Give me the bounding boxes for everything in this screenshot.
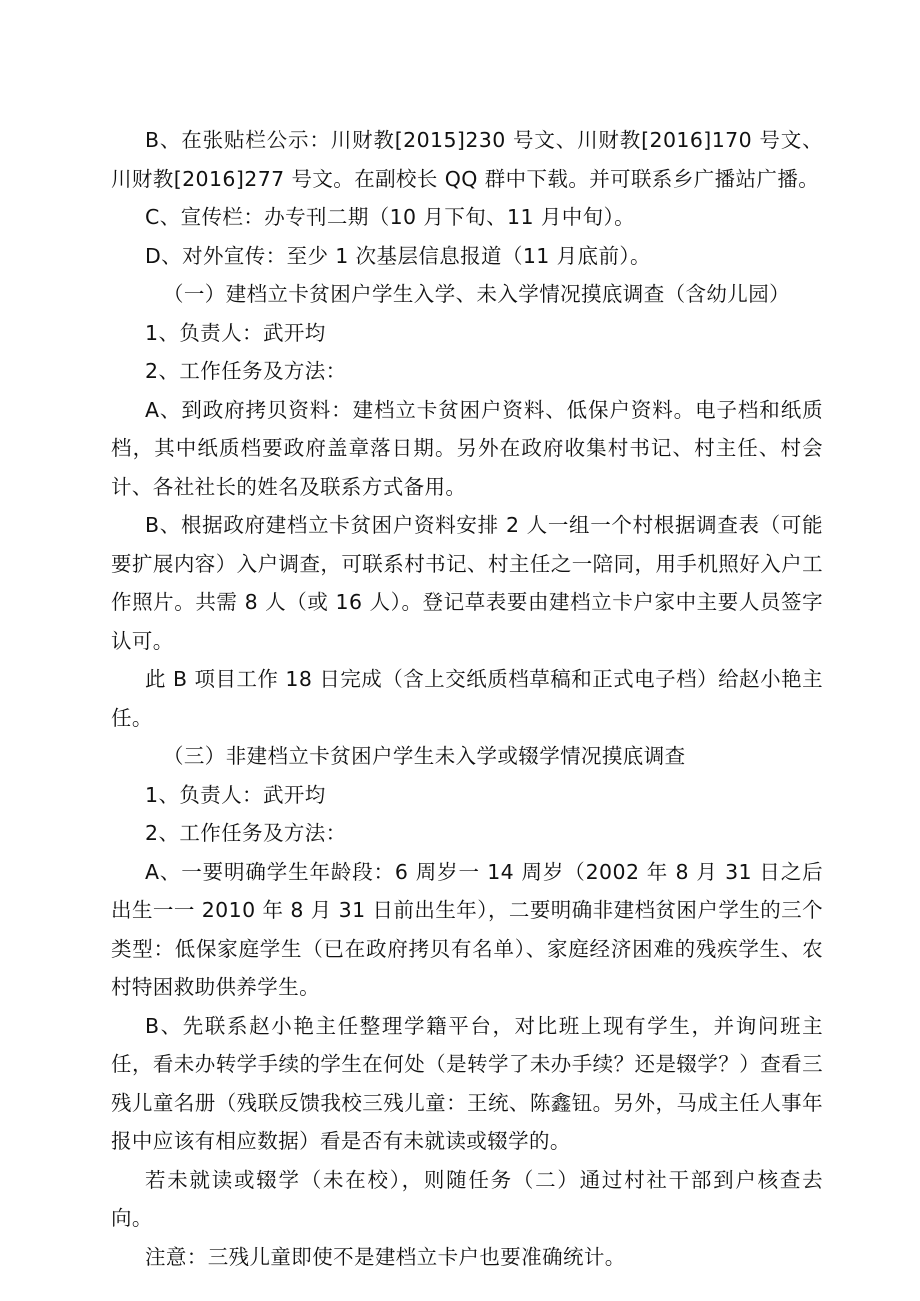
paragraph-a-copy-materials: A、到政府拷贝资料：建档立卡贫困户资料、低保户资料。电子档和纸质档，其中纸质档要政府盖章落日期。另外在政府收集村书记、村主任、村会计、各社社长的姓名及联系方式备用。 [111, 397, 823, 499]
document-body [111, 121, 823, 1276]
paragraph-tasks-methods-3: 2、工作任务及方法： [145, 821, 347, 845]
paragraph-c-publicity-column: C、宣传栏：办专刊二期（10 月下旬、11 月中旬）。 [145, 205, 636, 229]
paragraph-follow-up: 若未就读或辍学（未在校），则随任务（二）通过村社干部到户核查去向。 [111, 1167, 823, 1230]
paragraph-b-notice-board: B、在张贴栏公示：川财教[2015]230 号文、川财教[2016]170 号文、川财教[2016]277 号文。在副校长 QQ 群中下载。并可联系乡广播站广播。 [111, 128, 823, 191]
paragraph-responsible-person-1: 1、负责人：武开均 [145, 320, 326, 345]
paragraph-a-age-range: A、一要明确学生年龄段：6 周岁一 14 周岁（2002 年 8 月 31 日之后出生一一 2010 年 8 月 31 日前出生年），二要明确非建档贫困户学生的三个类型：低保家庭学生（已在政府拷贝有名单）、家庭经济困难的残疾学生、农村特困救助供养学生。 [111, 859, 823, 999]
paragraph-d-external-publicity: D、对外宣传：至少 1 次基层信息报道（11 月底前）。 [145, 243, 651, 268]
paragraph-attention: 注意：三残儿童即使不是建档立卡户也要准确统计。 [145, 1244, 626, 1269]
paragraph-b-student-records: B、先联系赵小艳主任整理学籍平台，对比班上现有学生，并询问班主任，看未办转学手续的学生在何处（是转学了未办手续？还是辍学？）查看三残儿童名册（残联反馈我校三残儿童：王统、陈鑫钮。另外，马成主任人事年报中应该有相应数据）看是否有未就读或辍学的。 [111, 1013, 823, 1153]
paragraph-b-completion: 此 B 项目工作 18 日完成（含上交纸质档草稿和正式电子档）给赵小艳主任。 [111, 667, 823, 730]
paragraph-b-household-survey: B、根据政府建档立卡贫困户资料安排 2 人一组一个村根据调查表（可能要扩展内容）入户调查，可联系村书记、村主任之一陪同，用手机照好入户工作照片。共需 8 人（或 16 人）。登记草表要由建档立卡户家中主要人员签字认可。 [111, 513, 823, 653]
section-heading-3: （三）非建档立卡贫困户学生未入学或辍学情况摸底调查 [163, 744, 686, 768]
section-heading-1: （一）建档立卡贫困户学生入学、未入学情况摸底调查（含幼儿园） [163, 282, 790, 306]
paragraph-tasks-methods-1: 2、工作任务及方法： [145, 359, 347, 383]
paragraph-responsible-person-3: 1、负责人：武开均 [145, 782, 326, 807]
